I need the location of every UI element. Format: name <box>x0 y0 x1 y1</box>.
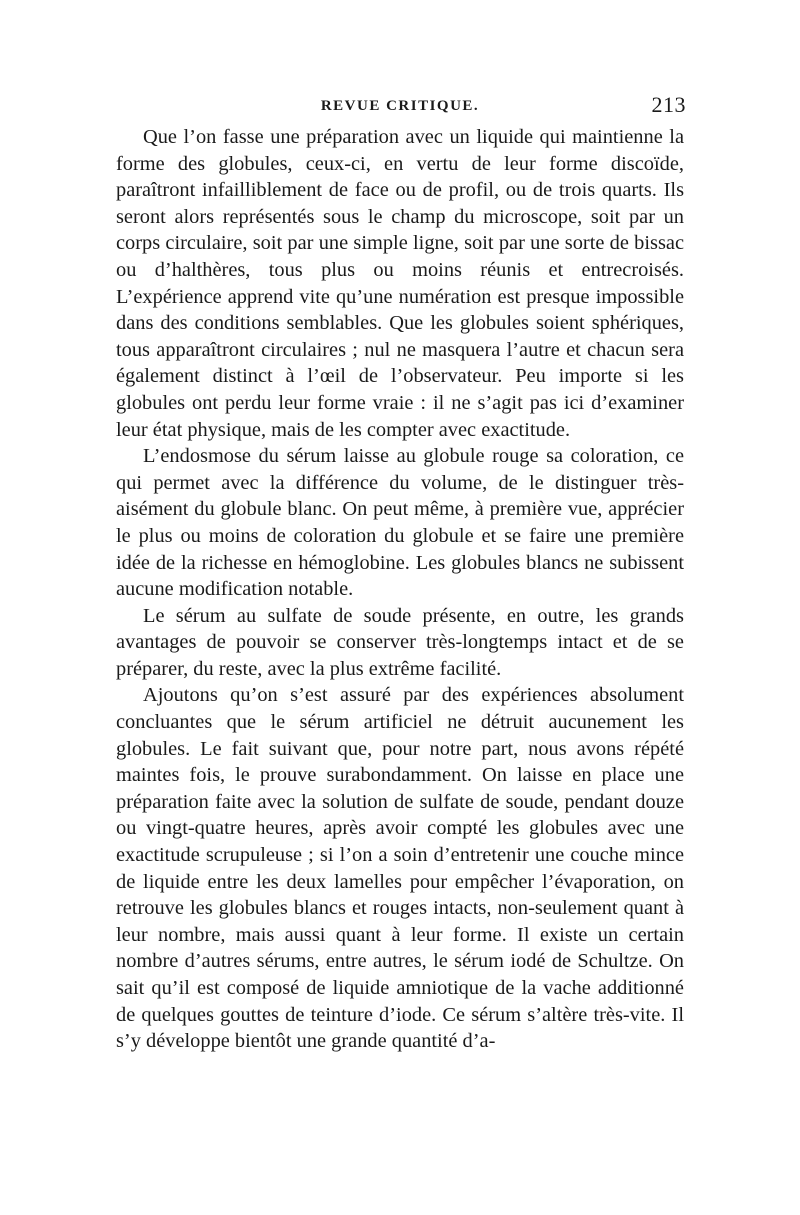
paragraph: L’endosmose du sérum laisse au globule rouge sa coloration, ce qui permet avec la différence du volume, de le distinguer très-aisément du globule blanc. On peut même, à première vue, apprécier le plus ou moins de coloration du globule et se faire une première idée de la richesse en hémoglobine. Les globules blancs ne subissent aucune modification notable. <box>116 445 684 601</box>
body-text <box>116 124 684 1055</box>
running-header <box>114 92 686 122</box>
paragraph: Ajoutons qu’on s’est assuré par des expériences absolument concluantes que le sérum artificiel ne détruit aucunement les globules. Le fait suivant que, pour notre part, nous avons répété maintes fois, le prouve surabondamment. On laisse en place une préparation faite avec la solution de sulfate de soude, pendant douze ou vingt-quatre heures, après avoir compté les globules avec une exactitude scrupuleuse ; si l’on a soin d’entretenir une couche mince de liquide entre les deux lamelles pour empêcher l’évaporation, on retrouve les globules blancs et rouges intacts, non-seulement quant à leur nombre, mais aussi quant à leur forme. Il existe un certain nombre d’autres sérums, entre autres, le sérum iodé de Schultze. On sait qu’il est composé de liquide amniotique de la vache additionné de quelques gouttes de teinture d’iode. Ce sérum s’altère très-vite. Il s’y développe bientôt une grande quantité d’a- <box>116 684 684 1053</box>
page-number: 213 <box>651 92 686 117</box>
paragraph: Le sérum au sulfate de soude présente, en outre, les grands avantages de pouvoir se conserver très-longtemps intact et de se préparer, du reste, avec la plus extrême facilité. <box>116 604 684 680</box>
running-title: REVUE CRITIQUE. <box>320 98 480 114</box>
paragraph: Que l’on fasse une préparation avec un liquide qui maintienne la forme des globules, ceux-ci, en vertu de leur forme discoïde, paraîtront infailliblement de face ou de profil, ou de trois quarts. Ils seront alors représentés sous le champ du microscope, soit par un corps circulaire, soit par une simple ligne, soit par une sorte de bissac ou d’halthères, tous plus ou moins réunis et entrecroisés. L’expérience apprend vite qu’une numération est presque impossible dans des conditions semblables. Que les globules soient sphériques, tous apparaîtront circulaires ; nul ne masquera l’autre et chacun sera également distinct à l’œil de l’observateur. Peu importe si les globules ont perdu leur forme vraie : il ne s’agit pas ici d’examiner leur état physique, mais de les compter avec exactitude. <box>116 126 684 441</box>
